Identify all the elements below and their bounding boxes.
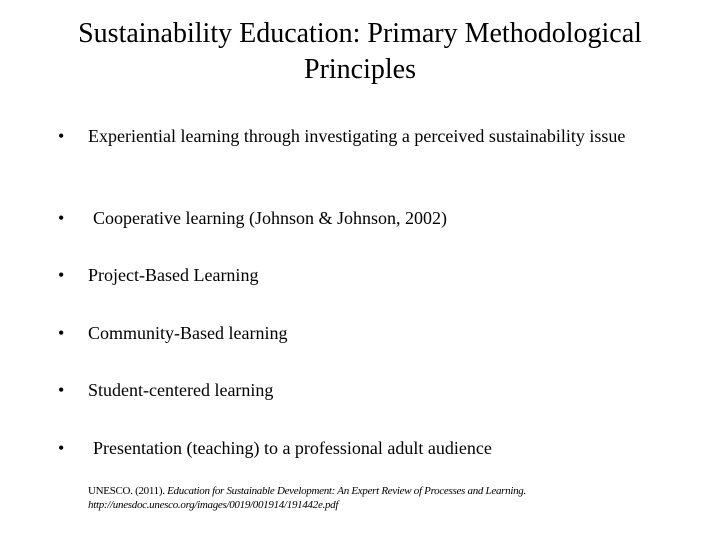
slide-title-line-2: Principles (304, 54, 416, 85)
bullet-item-project-based (58, 265, 658, 286)
bullet-text: Community-Based learning (88, 323, 288, 343)
bullet-item-student-centered (58, 380, 658, 401)
bullet-text: Presentation (teaching) to a professional adult audience (93, 438, 492, 458)
bullet-item-community-based (58, 323, 658, 344)
reference-author-year: UNESCO. (2011). (88, 485, 168, 497)
bullet-item-cooperative (58, 208, 658, 229)
bullet-dot: • (58, 265, 65, 285)
bullet-dot: • (58, 380, 65, 400)
bullet-text: Cooperative learning (Johnson & Johnson, 2002) (93, 208, 447, 228)
bullet-dot: • (58, 438, 65, 458)
bullet-item-experiential (58, 126, 658, 147)
slide-title-line-1: Sustainability Education: Primary Methodological (78, 18, 642, 49)
slide-title (0, 16, 720, 88)
reference-title: Education for Sustainable Development: An Expert Review of Processes and Learning. (167, 485, 526, 497)
bullet-dot: • (58, 208, 65, 228)
bullet-text: Student-centered learning (88, 380, 274, 400)
reference-url: http://unesdoc.unesco.org/images/0019/001914/191442e.pdf (88, 499, 339, 511)
bullet-text: Project-Based Learning (88, 265, 259, 285)
reference-citation (88, 484, 688, 512)
bullet-text: Experiential learning through investigating a perceived sustainability issue (88, 126, 626, 146)
bullet-dot: • (58, 126, 65, 146)
bullet-item-presentation (58, 438, 658, 459)
bullet-dot: • (58, 323, 65, 343)
